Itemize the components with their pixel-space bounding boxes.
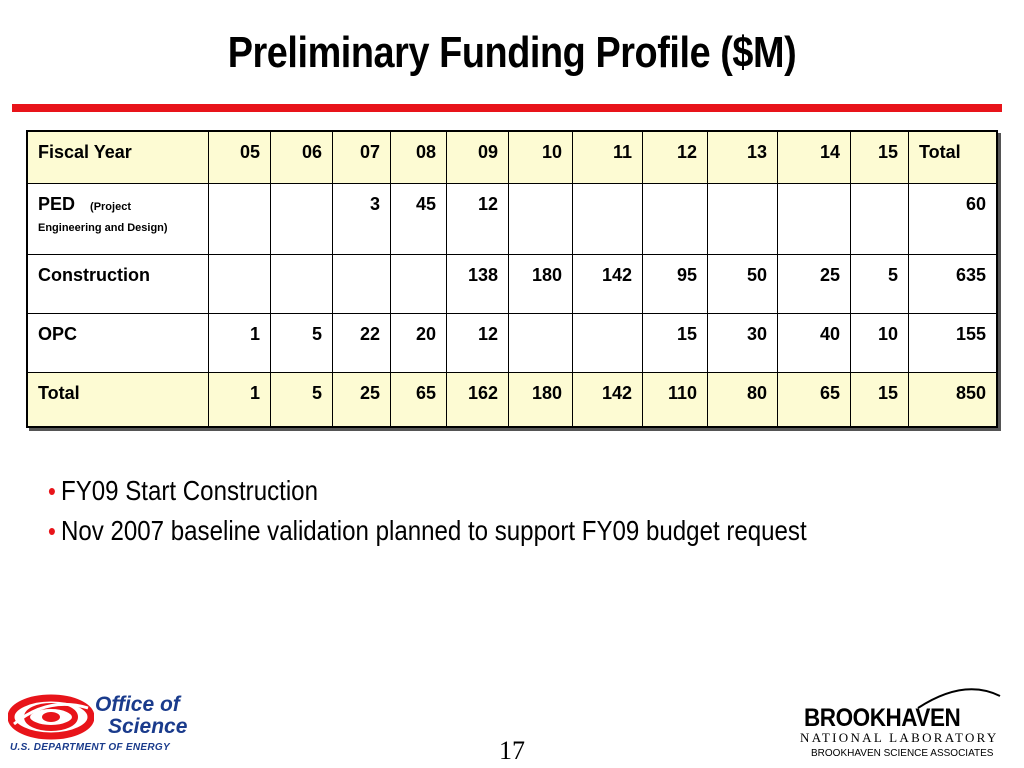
table-row-ped xyxy=(27,183,997,254)
doe-line2: Science xyxy=(108,715,188,738)
header-year: 12 xyxy=(643,131,708,183)
table-cell: 142 xyxy=(573,372,643,427)
table-cell xyxy=(509,313,573,372)
table-cell: 12 xyxy=(447,183,509,254)
table-cell xyxy=(209,254,271,313)
table-cell: 142 xyxy=(573,254,643,313)
table-cell xyxy=(391,254,447,313)
table-cell: 25 xyxy=(778,254,851,313)
bullet-item xyxy=(48,515,807,547)
table-cell: 50 xyxy=(708,254,778,313)
table-cell xyxy=(573,183,643,254)
ped-sublabel-2: Engineering and Design) xyxy=(38,221,168,234)
table-cell: 65 xyxy=(778,372,851,427)
table-cell: 10 xyxy=(851,313,909,372)
bullet-list xyxy=(48,475,807,555)
header-year: 06 xyxy=(271,131,333,183)
row-label-construction: Construction xyxy=(27,254,209,313)
table-cell xyxy=(333,254,391,313)
table-cell: 5 xyxy=(271,313,333,372)
bullet-marker: • xyxy=(48,516,56,546)
row-total: 155 xyxy=(909,313,998,372)
bnl-name: BROOKHAVEN xyxy=(804,704,961,732)
bullet-text: Nov 2007 baseline validation planned to support FY09 budget request xyxy=(60,515,807,546)
table-cell: 138 xyxy=(447,254,509,313)
table-cell: 15 xyxy=(851,372,909,427)
table-cell xyxy=(271,254,333,313)
bullet-marker: • xyxy=(48,476,56,506)
table-cell: 80 xyxy=(708,372,778,427)
table-cell xyxy=(708,183,778,254)
header-total: Total xyxy=(909,131,998,183)
header-year: 08 xyxy=(391,131,447,183)
row-total: 635 xyxy=(909,254,998,313)
table-cell xyxy=(573,313,643,372)
bnl-lab: NATIONAL LABORATORY xyxy=(800,730,999,745)
table-header-row xyxy=(27,131,997,183)
doe-swirl-icon xyxy=(8,694,94,740)
table-cell: 1 xyxy=(209,372,271,427)
slide-title: Preliminary Funding Profile ($M) xyxy=(227,28,797,77)
table-cell xyxy=(209,183,271,254)
row-label-opc: OPC xyxy=(27,313,209,372)
row-label-total: Total xyxy=(27,372,209,427)
table-cell xyxy=(851,183,909,254)
table-cell: 162 xyxy=(447,372,509,427)
ped-label: PED xyxy=(38,193,76,214)
table-cell: 12 xyxy=(447,313,509,372)
row-total: 60 xyxy=(909,183,998,254)
row-label-ped xyxy=(27,183,209,254)
table-cell: 5 xyxy=(271,372,333,427)
row-total: 850 xyxy=(909,372,998,427)
table-cell: 65 xyxy=(391,372,447,427)
bullet-item xyxy=(48,475,807,507)
bullet-text: FY09 Start Construction xyxy=(60,475,318,506)
bnl-associates: BROOKHAVEN SCIENCE ASSOCIATES xyxy=(811,748,994,759)
table-cell: 22 xyxy=(333,313,391,372)
doe-line1: Office of xyxy=(95,693,180,716)
table-cell: 180 xyxy=(509,372,573,427)
table-row-total xyxy=(27,372,997,427)
table-cell: 20 xyxy=(391,313,447,372)
page-number: 17 xyxy=(499,736,525,765)
header-fiscal-year: Fiscal Year xyxy=(27,131,209,183)
table-cell: 40 xyxy=(778,313,851,372)
table-cell: 5 xyxy=(851,254,909,313)
header-year: 05 xyxy=(209,131,271,183)
table-cell xyxy=(643,183,708,254)
table-cell: 30 xyxy=(708,313,778,372)
table-cell: 1 xyxy=(209,313,271,372)
header-year: 09 xyxy=(447,131,509,183)
funding-table xyxy=(26,130,998,428)
table-cell: 180 xyxy=(509,254,573,313)
header-year: 15 xyxy=(851,131,909,183)
table-cell: 25 xyxy=(333,372,391,427)
table-row-opc xyxy=(27,313,997,372)
table-cell: 15 xyxy=(643,313,708,372)
title-divider xyxy=(12,104,1002,112)
header-year: 14 xyxy=(778,131,851,183)
table-row-construction xyxy=(27,254,997,313)
table-cell xyxy=(271,183,333,254)
header-year: 07 xyxy=(333,131,391,183)
ped-sublabel-1: (Project xyxy=(90,200,131,213)
header-year: 10 xyxy=(509,131,573,183)
header-year: 13 xyxy=(708,131,778,183)
brookhaven-logo xyxy=(794,686,1016,766)
table-cell: 110 xyxy=(643,372,708,427)
table-cell: 45 xyxy=(391,183,447,254)
table-cell: 3 xyxy=(333,183,391,254)
table-cell xyxy=(509,183,573,254)
table-cell xyxy=(778,183,851,254)
doe-department: U.S. DEPARTMENT OF ENERGY xyxy=(10,742,170,753)
header-year: 11 xyxy=(573,131,643,183)
table-cell: 95 xyxy=(643,254,708,313)
